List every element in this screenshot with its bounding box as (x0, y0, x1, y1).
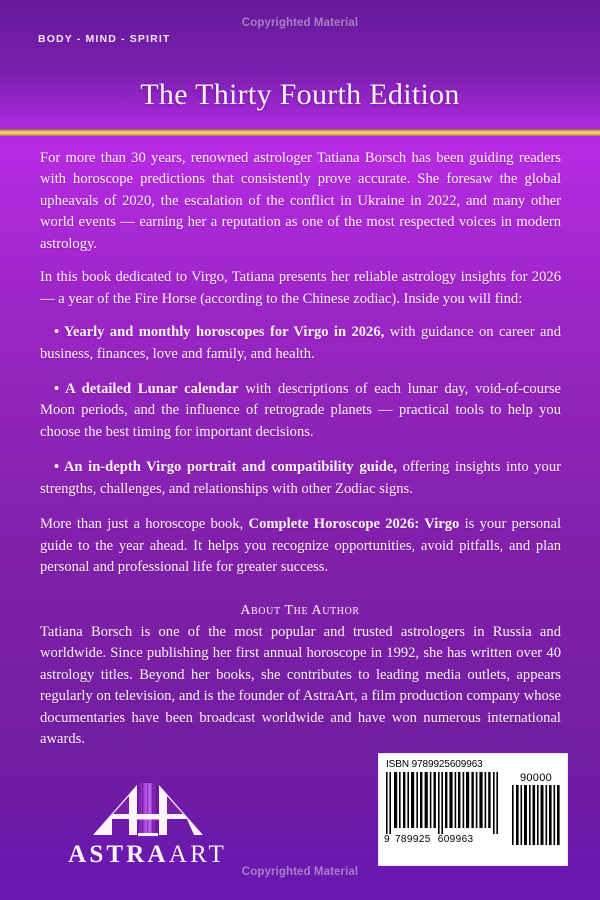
ean13-bars (384, 772, 506, 834)
blurb-bullet-2-rest: with descriptions of each lunar day, void-of-course Moon periods, and the influence of retrograde planets — practical tools to help you choose the best timing for important decisions. (40, 380, 562, 440)
blurb-bullet-3 (40, 457, 561, 500)
publisher-name-astra: ASTRA (68, 841, 169, 868)
blurb-bullet-2-bold: • A detailed Lunar calendar (54, 380, 239, 397)
edition-title: The Thirty Fourth Edition (140, 78, 460, 111)
about-the-author-text: Tatiana Borsch is one of the most popular and trusted astrologers in Russia and worldwide. Since publishing her first annual horoscope in 1992, she has written over 40 astrology titles. Beyond her books, she contributes to leading media outlets, appears regularly on television, and is the founder of AstraArt, a film production company whose documentaries have been broadcast worldwide and have won numerous international awards. (40, 624, 561, 748)
publisher-logo-block (40, 783, 255, 869)
ean13-barcode (384, 772, 506, 845)
blurb-bullet-2 (40, 379, 561, 443)
blurb-closing-paragraph (40, 514, 561, 578)
ean-lead-digit: 9 (384, 834, 390, 845)
about-the-author-heading: About The Author (240, 603, 360, 618)
ean5-bars (510, 785, 562, 845)
blurb-closing-title: Complete Horoscope 2026: Virgo (248, 516, 460, 533)
publisher-name-art: ART (168, 841, 227, 868)
blurb-body (40, 148, 561, 578)
double-a-monogram-icon (92, 783, 204, 837)
isbn-barcode (378, 753, 568, 866)
barcode-row (384, 772, 562, 845)
blurb-bullet-1-rest: with guidance on career and business, finances, love and family, and health. (40, 324, 562, 362)
ean-group-1: 789925 (394, 834, 431, 845)
blurb-bullet-1-bold: • Yearly and monthly horoscopes for Virgo in 2026, (54, 324, 385, 341)
copyright-watermark-top: Copyrighted Material (241, 17, 359, 29)
ean5-addon-barcode (510, 772, 562, 845)
isbn-number-label: ISBN 9789925609963 (386, 759, 483, 770)
blurb-paragraph-2: In this book dedicated to Virgo, Tatiana presents her reliable astrology insights for 2026 — a year of the Fire Horse (according to the Chinese zodiac). Inside you will find: (40, 269, 561, 307)
ean-group-2: 609963 (437, 834, 474, 845)
copyright-watermark-bottom: Copyrighted Material (241, 866, 359, 878)
blurb-bullet-3-bold: • An in-depth Virgo portrait and compatibility guide, (54, 459, 398, 476)
blurb-bullet-3-rest: offering insights into your strengths, challenges, and relationships with other Zodiac signs. (40, 459, 562, 497)
blurb-paragraph-1: For more than 30 years, renowned astrologer Tatiana Borsch has been guiding readers with horoscope predictions that consistently prove accurate. She foresaw the global upheavals of 2020, the escalation of the conflict in Ukraine in 2022, and many other world events — earning her a reputation as one of the most respected voices in modern astrology. (40, 150, 561, 252)
gold-divider-rule (0, 129, 600, 136)
ean13-digits (384, 834, 506, 845)
blurb-closing-suffix: is your personal guide to the year ahead. It helps you recognize opportunities, avoid pitfalls, and plan personal and professional life for greater success. (40, 516, 561, 575)
blurb-bullet-1 (40, 322, 561, 365)
blurb-closing-prefix: More than just a horoscope book, (40, 516, 249, 533)
imprint-category-label: BODY - MIND - SPIRIT (38, 33, 171, 45)
addon-price-digits: 90000 (519, 772, 553, 784)
publisher-name (40, 841, 255, 869)
